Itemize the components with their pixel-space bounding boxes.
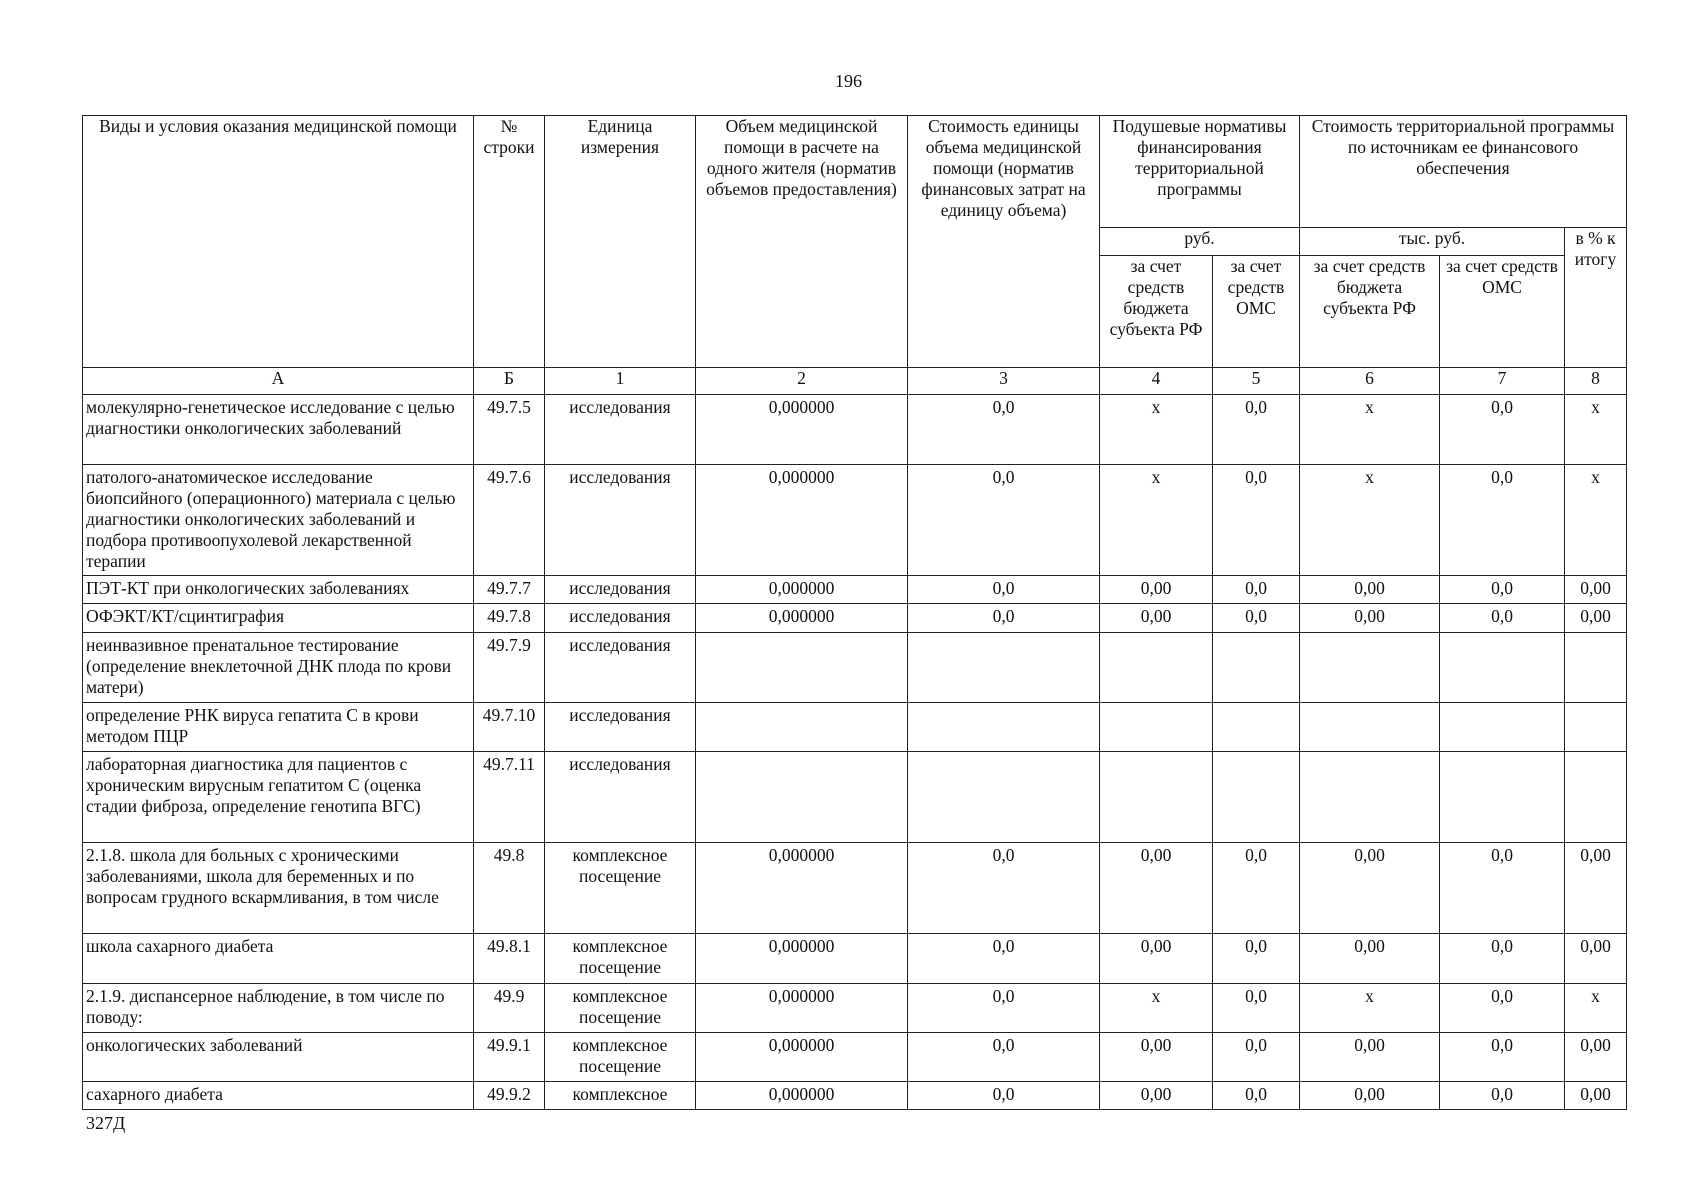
row-volume-cell — [696, 751, 908, 842]
row-per-capita-oms-cell: 0,0 — [1213, 983, 1300, 1032]
index-cell: Б — [474, 367, 545, 394]
header-col-a: Виды и условия оказания медицинской помощи — [83, 116, 474, 368]
row-cost-oms-cell — [1440, 632, 1565, 702]
row-per-capita-oms-cell — [1213, 632, 1300, 702]
row-number-cell: 49.7.8 — [474, 604, 545, 632]
table-row — [83, 1032, 1627, 1081]
header-col-2: Объем медицинской помощи в расчете на одного жителя (норматив объемов предоставления) — [696, 116, 908, 368]
row-unit-cell: исследования — [545, 604, 696, 632]
row-per-capita-oms-cell: 0,0 — [1213, 465, 1300, 576]
row-number-cell: 49.7.7 — [474, 576, 545, 604]
row-per-capita-budget-cell: х — [1100, 394, 1213, 464]
row-cost-budget-cell: 0,00 — [1300, 576, 1440, 604]
row-volume-cell: 0,000000 — [696, 1081, 908, 1109]
row-name-cell: 2.1.9. диспансерное наблюдение, в том числе по поводу: — [83, 983, 474, 1032]
row-cost-budget-cell — [1300, 751, 1440, 842]
row-unit-cost-cell: 0,0 — [908, 604, 1100, 632]
row-per-capita-budget-cell — [1100, 751, 1213, 842]
row-percent-cell: 0,00 — [1565, 576, 1627, 604]
row-unit-cell: исследования — [545, 465, 696, 576]
row-cost-budget-cell: 0,00 — [1300, 604, 1440, 632]
column-index-row — [83, 367, 1627, 394]
row-cost-budget-cell: 0,00 — [1300, 843, 1440, 934]
header-col-5: за счет средств ОМС — [1213, 256, 1300, 367]
row-name-cell: сахарного диабета — [83, 1081, 474, 1109]
index-cell: 3 — [908, 367, 1100, 394]
table-body — [83, 394, 1627, 1109]
row-unit-cost-cell: 0,0 — [908, 934, 1100, 983]
header-col-1: Единица измерения — [545, 116, 696, 368]
row-cost-oms-cell: 0,0 — [1440, 983, 1565, 1032]
row-number-cell: 49.9.2 — [474, 1081, 545, 1109]
row-unit-cost-cell: 0,0 — [908, 394, 1100, 464]
row-per-capita-budget-cell: х — [1100, 465, 1213, 576]
row-percent-cell: 0,00 — [1565, 604, 1627, 632]
row-name-cell: неинвазивное пренатальное тестирование (определение внеклеточной ДНК плода по крови матери) — [83, 632, 474, 702]
row-unit-cell: исследования — [545, 394, 696, 464]
table-row — [83, 934, 1627, 983]
row-volume-cell: 0,000000 — [696, 843, 908, 934]
index-cell: 1 — [545, 367, 696, 394]
row-number-cell: 49.7.5 — [474, 394, 545, 464]
row-cost-budget-cell — [1300, 632, 1440, 702]
row-cost-oms-cell: 0,0 — [1440, 394, 1565, 464]
row-cost-budget-cell: х — [1300, 465, 1440, 576]
row-per-capita-budget-cell: 0,00 — [1100, 843, 1213, 934]
row-per-capita-budget-cell — [1100, 702, 1213, 751]
header-col-6: за счет средств бюджета субъекта РФ — [1300, 256, 1440, 367]
row-unit-cost-cell — [908, 632, 1100, 702]
row-number-cell: 49.7.6 — [474, 465, 545, 576]
row-cost-oms-cell: 0,0 — [1440, 604, 1565, 632]
table-row — [83, 843, 1627, 934]
table-row — [83, 632, 1627, 702]
row-number-cell: 49.8 — [474, 843, 545, 934]
row-unit-cell: комплексное посещение — [545, 1032, 696, 1081]
row-per-capita-budget-cell: 0,00 — [1100, 576, 1213, 604]
row-per-capita-oms-cell — [1213, 751, 1300, 842]
index-cell: А — [83, 367, 474, 394]
row-unit-cell: комплексное — [545, 1081, 696, 1109]
row-per-capita-budget-cell — [1100, 632, 1213, 702]
row-per-capita-oms-cell: 0,0 — [1213, 843, 1300, 934]
row-unit-cost-cell — [908, 702, 1100, 751]
header-col-3: Стоимость единицы объема медицинской помощи (норматив финансовых затрат на единицу объема) — [908, 116, 1100, 368]
row-per-capita-budget-cell: 0,00 — [1100, 1081, 1213, 1109]
table-row — [83, 576, 1627, 604]
row-cost-oms-cell: 0,0 — [1440, 1032, 1565, 1081]
index-cell: 5 — [1213, 367, 1300, 394]
row-percent-cell: х — [1565, 465, 1627, 576]
row-name-cell: 2.1.8. школа для больных с хроническими заболеваниями, школа для беременных и по вопросам грудного вскармливания, в том числе — [83, 843, 474, 934]
row-percent-cell: 0,00 — [1565, 843, 1627, 934]
index-cell: 7 — [1440, 367, 1565, 394]
row-name-cell: онкологических заболеваний — [83, 1032, 474, 1081]
row-cost-budget-cell: х — [1300, 983, 1440, 1032]
row-percent-cell: х — [1565, 394, 1627, 464]
row-cost-oms-cell: 0,0 — [1440, 843, 1565, 934]
row-unit-cost-cell: 0,0 — [908, 1081, 1100, 1109]
row-per-capita-oms-cell: 0,0 — [1213, 394, 1300, 464]
row-cost-budget-cell — [1300, 702, 1440, 751]
row-number-cell: 49.9.1 — [474, 1032, 545, 1081]
row-volume-cell: 0,000000 — [696, 604, 908, 632]
row-unit-cell: исследования — [545, 576, 696, 604]
row-unit-cost-cell: 0,0 — [908, 983, 1100, 1032]
row-unit-cell: исследования — [545, 702, 696, 751]
row-per-capita-oms-cell: 0,0 — [1213, 604, 1300, 632]
row-unit-cell: комплексное посещение — [545, 983, 696, 1032]
header-rub: руб. — [1100, 228, 1300, 256]
row-per-capita-budget-cell: х — [1100, 983, 1213, 1032]
footer-code: 327Д — [86, 1113, 126, 1133]
row-unit-cost-cell: 0,0 — [908, 576, 1100, 604]
row-cost-oms-cell — [1440, 751, 1565, 842]
row-unit-cost-cell — [908, 751, 1100, 842]
header-col-4: за счет средств бюджета субъекта РФ — [1100, 256, 1213, 367]
row-volume-cell: 0,000000 — [696, 465, 908, 576]
row-volume-cell — [696, 632, 908, 702]
header-group-cost: Стоимость территориальной программы по источникам ее финансового обеспечения — [1300, 116, 1627, 228]
index-cell: 6 — [1300, 367, 1440, 394]
row-per-capita-oms-cell: 0,0 — [1213, 576, 1300, 604]
header-thous-rub: тыс. руб. — [1300, 228, 1565, 256]
row-cost-oms-cell: 0,0 — [1440, 465, 1565, 576]
row-name-cell: лабораторная диагностика для пациентов с хроническим вирусным гепатитом С (оценка стадии фиброза, определение генотипа ВГС) — [83, 751, 474, 842]
row-percent-cell: х — [1565, 983, 1627, 1032]
table-row — [83, 394, 1627, 464]
row-percent-cell — [1565, 632, 1627, 702]
row-per-capita-oms-cell: 0,0 — [1213, 1032, 1300, 1081]
row-number-cell: 49.8.1 — [474, 934, 545, 983]
row-cost-budget-cell: 0,00 — [1300, 1081, 1440, 1109]
row-cost-oms-cell: 0,0 — [1440, 1081, 1565, 1109]
row-number-cell: 49.7.11 — [474, 751, 545, 842]
row-per-capita-budget-cell: 0,00 — [1100, 1032, 1213, 1081]
row-per-capita-oms-cell: 0,0 — [1213, 1081, 1300, 1109]
header-group-per-capita: Подушевые нормативы финансирования территориальной программы — [1100, 116, 1300, 228]
header-col-b: № строки — [474, 116, 545, 368]
row-percent-cell: 0,00 — [1565, 1081, 1627, 1109]
index-cell: 2 — [696, 367, 908, 394]
header-row-1 — [83, 116, 1627, 228]
page-number: 196 — [835, 71, 862, 91]
row-percent-cell — [1565, 751, 1627, 842]
row-cost-oms-cell: 0,0 — [1440, 576, 1565, 604]
row-number-cell: 49.7.10 — [474, 702, 545, 751]
table-row — [83, 1081, 1627, 1109]
row-volume-cell: 0,000000 — [696, 394, 908, 464]
row-unit-cell: комплексное посещение — [545, 843, 696, 934]
table-row — [83, 604, 1627, 632]
row-per-capita-oms-cell: 0,0 — [1213, 934, 1300, 983]
row-volume-cell — [696, 702, 908, 751]
row-cost-budget-cell: 0,00 — [1300, 934, 1440, 983]
table-row — [83, 983, 1627, 1032]
header-col-7: за счет средств ОМС — [1440, 256, 1565, 367]
row-volume-cell: 0,000000 — [696, 934, 908, 983]
table-row — [83, 702, 1627, 751]
row-volume-cell: 0,000000 — [696, 983, 908, 1032]
table-row — [83, 465, 1627, 576]
row-percent-cell: 0,00 — [1565, 1032, 1627, 1081]
row-percent-cell — [1565, 702, 1627, 751]
row-per-capita-oms-cell — [1213, 702, 1300, 751]
row-number-cell: 49.7.9 — [474, 632, 545, 702]
row-per-capita-budget-cell: 0,00 — [1100, 604, 1213, 632]
row-cost-oms-cell: 0,0 — [1440, 934, 1565, 983]
row-cost-oms-cell — [1440, 702, 1565, 751]
row-unit-cost-cell: 0,0 — [908, 1032, 1100, 1081]
row-volume-cell: 0,000000 — [696, 1032, 908, 1081]
row-unit-cell: исследования — [545, 751, 696, 842]
row-name-cell: патолого-анатомическое исследование биопсийного (операционного) материала с целью диагностики онкологических заболеваний и подбора противоопухолевой лекарственной терапии — [83, 465, 474, 576]
row-name-cell: определение РНК вируса гепатита С в крови методом ПЦР — [83, 702, 474, 751]
row-name-cell: молекулярно-генетическое исследование с целью диагностики онкологических заболеваний — [83, 394, 474, 464]
header-col-8: в % к итогу — [1565, 228, 1627, 367]
row-cost-budget-cell: х — [1300, 394, 1440, 464]
table-row — [83, 751, 1627, 842]
row-percent-cell: 0,00 — [1565, 934, 1627, 983]
row-name-cell: ОФЭКТ/КТ/сцинтиграфия — [83, 604, 474, 632]
index-cell: 4 — [1100, 367, 1213, 394]
index-cell: 8 — [1565, 367, 1627, 394]
row-unit-cost-cell: 0,0 — [908, 465, 1100, 576]
row-unit-cost-cell: 0,0 — [908, 843, 1100, 934]
financing-table — [82, 115, 1627, 1110]
row-cost-budget-cell: 0,00 — [1300, 1032, 1440, 1081]
row-per-capita-budget-cell: 0,00 — [1100, 934, 1213, 983]
row-unit-cell: исследования — [545, 632, 696, 702]
row-number-cell: 49.9 — [474, 983, 545, 1032]
row-unit-cell: комплексное посещение — [545, 934, 696, 983]
row-name-cell: школа сахарного диабета — [83, 934, 474, 983]
row-name-cell: ПЭТ-КТ при онкологических заболеваниях — [83, 576, 474, 604]
row-volume-cell: 0,000000 — [696, 576, 908, 604]
